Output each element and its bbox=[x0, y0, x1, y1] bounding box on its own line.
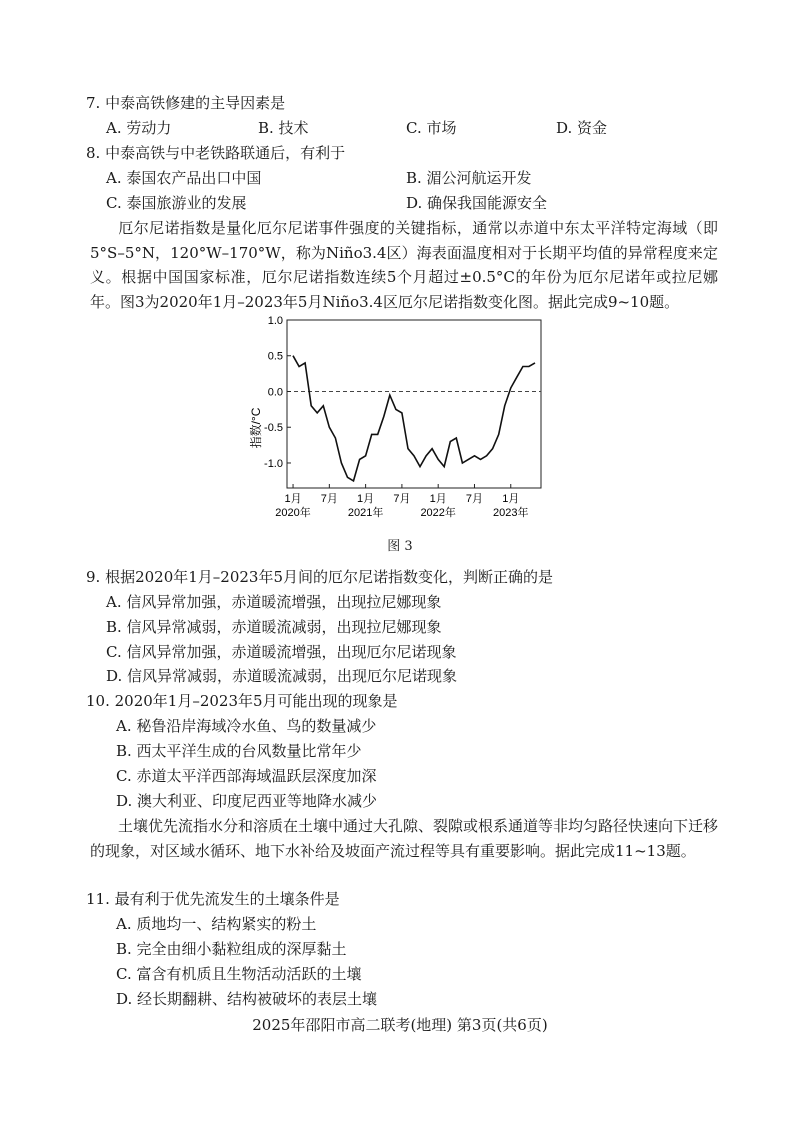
q10-option-d: D. 澳大利亚、印度尼西亚等地降水减少 bbox=[116, 792, 378, 810]
q11-option-b: B. 完全由细小黏粒组成的深厚黏土 bbox=[116, 940, 347, 958]
x-tick-label: 1月 bbox=[429, 493, 447, 505]
q11-stem: 11. 最有利于优先流发生的土壤条件是 bbox=[86, 890, 340, 908]
q9-option-a: A. 信风异常加强，赤道暖流增强，出现拉尼娜现象 bbox=[106, 593, 442, 611]
x-tick-label: 1月 bbox=[502, 493, 520, 505]
q11-option-c: C. 富含有机质且生物活动活跃的土壤 bbox=[116, 965, 362, 983]
q9-option-b: B. 信风异常减弱，赤道暖流减弱，出现拉尼娜现象 bbox=[106, 618, 442, 636]
passage-soil-flow bbox=[90, 814, 718, 863]
figure-caption: 图 3 bbox=[387, 539, 413, 554]
x-tick-label: 7月 bbox=[465, 493, 484, 505]
year-label: 2023年 bbox=[493, 507, 529, 519]
series-line bbox=[293, 356, 535, 481]
q10-stem: 10. 2020年1月–2023年5月可能出现的现象是 bbox=[86, 692, 398, 710]
y-tick-label: 0.5 bbox=[267, 350, 283, 363]
x-tick-label: 1月 bbox=[357, 493, 375, 505]
y-tick-label: -0.5 bbox=[264, 422, 283, 435]
x-tick-label: 7月 bbox=[320, 493, 338, 505]
q9-option-c: C. 信风异常加强，赤道暖流增强，出现厄尔尼诺现象 bbox=[106, 643, 457, 661]
plot-frame bbox=[287, 320, 541, 488]
year-label: 2021年 bbox=[347, 507, 384, 519]
q7-stem: 7. 中泰高铁修建的主导因素是 bbox=[86, 94, 286, 112]
q10-option-b: B. 西太平洋生成的台风数量比常年少 bbox=[116, 742, 362, 760]
y-axis-label: 指数/°C bbox=[249, 407, 263, 449]
q8-option-a: A. 泰国农产品出口中国 bbox=[106, 169, 262, 187]
passage-el-nino bbox=[90, 216, 718, 314]
q11-option-a: A. 质地均一、结构紧实的粉土 bbox=[116, 915, 317, 933]
page-footer: 2025年邵阳市高二联考(地理) 第3页(共6页) bbox=[252, 1016, 548, 1034]
q7-option-c: C. 市场 bbox=[406, 119, 457, 137]
q8-option-b: B. 湄公河航运开发 bbox=[406, 169, 532, 187]
year-label: 2020年 bbox=[275, 507, 311, 519]
q11-option-d: D. 经长期翻耕、结构被破坏的表层土壤 bbox=[116, 990, 378, 1008]
year-label: 2022年 bbox=[420, 507, 456, 519]
q7-option-b: B. 技术 bbox=[258, 119, 309, 137]
y-tick-label: 1.0 bbox=[267, 315, 283, 327]
q8-option-c: C. 泰国旅游业的发展 bbox=[106, 194, 247, 212]
y-tick-label: -1.0 bbox=[264, 457, 283, 470]
el-nino-index-chart bbox=[230, 312, 570, 522]
q7-option-a: A. 劳动力 bbox=[106, 119, 172, 137]
q8-stem: 8. 中泰高铁与中老铁路联通后，有利于 bbox=[86, 144, 346, 162]
passage-soil-flow-text: 土壤优先流指水分和溶质在土壤中通过大孔隙、裂隙或根系通道等非均匀路径快速向下迁移的现象，对区域水循环、地下水补给及坡面产流过程等具有重要影响。据此完成11~13题。 bbox=[90, 817, 719, 860]
y-tick-label: 0.0 bbox=[267, 386, 283, 399]
q9-option-d: D. 信风异常减弱，赤道暖流减弱，出现厄尔尼诺现象 bbox=[106, 667, 458, 685]
passage-el-nino-text: 厄尔尼诺指数是量化厄尔尼诺事件强度的关键指标，通常以赤道中东太平洋特定海域（即5°S–5°N，120°W–170°W，称为Niño3.4区）海表面温度相对于长期平均值的异常程度来定义。根据中国国家标准，厄尔尼诺指数连续5个月超过±0.5°C的年份为厄尔尼诺年或拉尼娜年。图3为2020年1月–2023年5月Niño3.4区厄尔尼诺指数变化图。据此完成9~10题。 bbox=[90, 219, 718, 311]
q10-option-c: C. 赤道太平洋西部海域温跃层深度加深 bbox=[116, 767, 377, 785]
q9-stem: 9. 根据2020年1月–2023年5月间的厄尔尼诺指数变化，判断正确的是 bbox=[86, 568, 554, 586]
q7-option-d: D. 资金 bbox=[556, 119, 608, 137]
q10-option-a: A. 秘鲁沿岸海域冷水鱼、鸟的数量减少 bbox=[116, 717, 377, 735]
x-tick-label: 7月 bbox=[393, 493, 411, 505]
q8-option-d: D. 确保我国能源安全 bbox=[406, 194, 548, 212]
x-tick-label: 1月 bbox=[284, 493, 302, 505]
